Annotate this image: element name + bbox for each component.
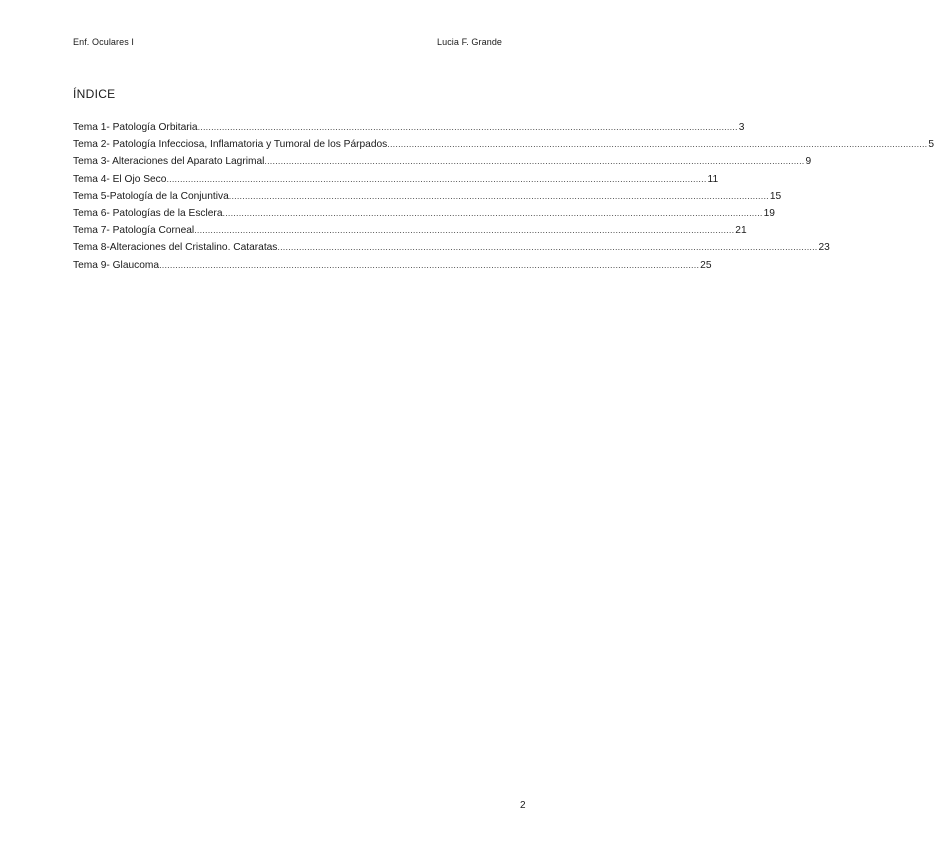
toc-entry-page: 11 [707,173,719,185]
toc-leader-dots: ........................................................................................................................................................................................................ [222,207,763,218]
toc-entry[interactable] [73,242,830,259]
toc-entry[interactable] [73,259,712,277]
toc-entry[interactable] [73,225,747,242]
toc-entry-title: Tema 2- Patología Infecciosa, Inflamatoria y Tumoral de los Párpados [73,139,388,151]
toc-entry-page: 25 [700,259,712,271]
toc-leader-dots: ........................................................................................................................................................................................................ [159,259,700,270]
toc-leader-dots: ........................................................................................................................................................................................................ [228,190,769,201]
toc-entry[interactable] [73,173,719,191]
toc-entry[interactable] [73,156,812,173]
header-course-title: Enf. Oculares I [73,37,135,47]
toc-leader-dots: ........................................................................................................................................................................................................ [264,156,805,167]
toc-entry-page: 15 [769,190,782,202]
toc-entry-title: Tema 3- Alteraciones del Aparato Lagrimal [73,156,265,168]
toc-entry[interactable] [73,190,782,208]
toc-entry-page: 23 [818,242,830,254]
toc-leader-dots: ........................................................................................................................................................................................................ [277,242,818,253]
page-number: 2 [520,800,526,811]
toc-leader-dots: ........................................................................................................................................................................................................ [197,122,738,132]
toc-entry-title: Tema 6- Patologías de la Esclera [73,207,223,219]
toc-entry[interactable] [73,122,745,139]
toc-entry-title: Tema 8-Alteraciones del Cristalino. Cataratas [73,242,278,254]
toc-entry-title: Tema 1- Patología Orbitaria [73,122,198,133]
toc-entry-title: Tema 4- El Ojo Seco [73,173,167,185]
toc-leader-dots: ........................................................................................................................................................................................................ [166,173,707,184]
toc-entry-page: 9 [805,156,812,168]
toc-entry-page: 3 [738,122,745,133]
toc-entry-title: Tema 5-Patología de la Conjuntiva [73,190,229,202]
index-title: ÍNDICE [73,87,116,101]
toc-entry-title: Tema 9- Glaucoma [73,259,160,271]
table-of-contents [73,122,934,277]
header-author: Lucia F. Grande [437,37,503,47]
toc-entry-page: 5 [928,139,934,151]
toc-entry-title: Tema 7- Patología Corneal [73,225,195,237]
toc-leader-dots: ........................................................................................................................................................................................................ [387,139,928,150]
toc-entry[interactable] [73,207,775,225]
toc-entry[interactable] [73,139,934,156]
toc-entry-page: 19 [763,207,775,219]
toc-entry-page: 21 [735,225,747,237]
toc-leader-dots: ........................................................................................................................................................................................................ [194,225,735,236]
